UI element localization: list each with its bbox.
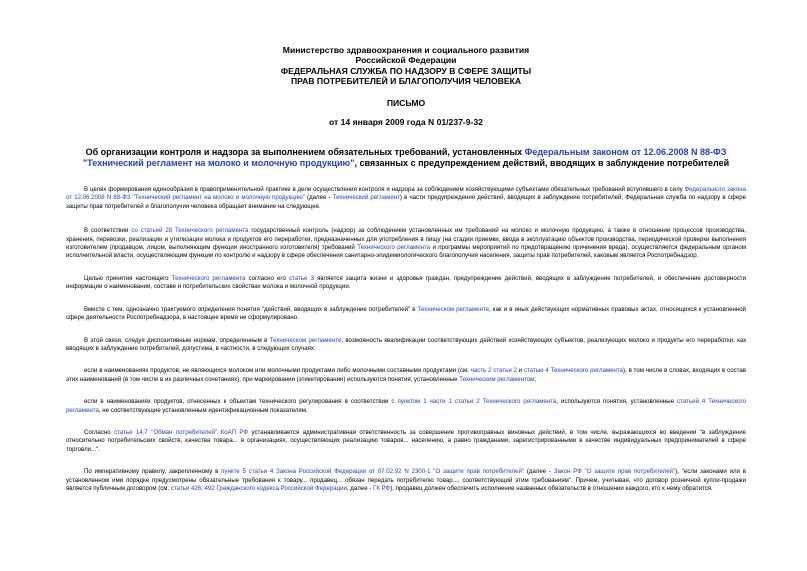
paragraph-2: В соответствии со статьей 28 Технического регламента государственный контроль (надзор) за соблюдением установленных им требований на молоко и молочную продукцию, а также в отношении процессов производства, хранения, перевозки, реализации и утилизации молока и продуктов его переработки, предназначенных для употребления в пищу (на стадии приемки, ввода в эксплуатацию объектов производства, периодической проверки выполнения изготовителем (продавцом, лицом, выполняющим функции иностранного изготовителя) требований Технического регламента и программы мероприятий по предотвращению причинения вреда), осуществляется федеральным органом исполнительной власти, осуществляющим функции по контролю и надзору в сфере обеспечения санитарно-эпидемиологического благополучия населения, защиты прав потребителей, каковым является Роспотребнадзор.	[66, 227, 746, 260]
paragraph-6: если в наименованиях продуктов, не являющихся молоком или молочными продуктами либо молочными составными продуктами (см. часть 2 статьи 2 и статью 4 Технического регламента), в том числе в словах, входящих в состав этих наименований (в том числе в их различных сочетаниях), при маркировании (этикетировании) используются понятия, установленные Техническим регламентом;	[66, 367, 747, 383]
link-tech-regulation[interactable]: Техническом регламенте	[269, 336, 342, 344]
ministry-country: Российской Федерации	[355, 55, 457, 66]
link-article-28[interactable]: со статьей 28 Технического регламента	[131, 227, 249, 235]
paragraph-1: В целях формирования единообразия в правоприменительной практике в деле осуществления контроля и надзора за соблюдением хозяйствующими субъектами обязательных требований вступившего в силу Федерального закона от 12.06.2008 N 88-ФЗ "Технический регламент на молоко и молочную продукцию" (далее - Технический регламент) в части предупреждения действий, вводящих в заблуждение потребителей, Федеральная служба по надзору в сфере защиты прав потребителей и благополучия человека обращает внимание на следующее.	[66, 186, 747, 210]
service-name-line2: ПРАВ ПОТРЕБИТЕЛЕЙ И БЛАГОПОЛУЧИЯ ЧЕЛОВЕКА	[290, 76, 522, 87]
link-tech-regulation[interactable]: Техническом регламенте	[417, 305, 490, 313]
link-point-1-part-1-article-2[interactable]: с пунктом 1 части 1 статьи 2 Технического регламента	[391, 398, 557, 406]
paragraph-7: если в наименованиях продуктов, отнесенных к объектам технического регулирования в соответствии с пунктом 1 части 1 статьи 2 Технического регламента, используются понятия, установленные статьей 4 Технического регламента, не соответствующие установленным идентификационным показателям.	[66, 398, 746, 414]
link-article-4[interactable]: статью 4 Технического регламента	[524, 367, 624, 375]
title-law-link[interactable]: Федеральным законом от 12.06.2008 N 88-ФЗ "Технический регламент на молоко и молочную продукцию"	[82, 147, 727, 169]
paragraph-5: В этой связи, следуя диспозитивным нормам, определенным в Техническом регламенте, возможность квалификации соответствующих действий хозяйствующих субъектов, реализующих молоко и продукты его переработки, как вводящих в заблуждение потребителей, допустима, в частности, в следующих случаях:	[66, 336, 746, 352]
link-tech-regulation[interactable]: Технического регламента	[357, 244, 431, 252]
link-civil-code[interactable]: ГК РФ	[373, 484, 391, 492]
paragraph-4: Вместе с тем, однозначно трактуемого определения понятия "действий, вводящих в заблуждение потребителей" в Техническом регламенте, как и в иных действующих нормативных правовых актах, относящихся к установленной сфере деятельности Роспотребнадзора, в настоящее время не сформулировано.	[66, 305, 747, 322]
ministry-name: Министерство здравоохранения и социального развития	[282, 45, 530, 55]
link-article-3[interactable]: статье 3	[289, 274, 314, 282]
link-consumer-law-point-5[interactable]: пункте 5 статьи 4 Закона Российской Федерации от 07.02.92 N 2300-1 "О защите прав потребителей"	[221, 468, 525, 476]
link-part-2-article-2[interactable]: часть 2 статьи 2	[470, 367, 517, 375]
document-type: ПИСЬМО	[386, 97, 426, 108]
link-consumer-law[interactable]: Закон РФ "О защите прав потребителей"	[553, 468, 676, 476]
link-tech-regulation[interactable]: Технический регламент	[332, 194, 400, 202]
link-tech-regulation[interactable]: Технического регламента	[171, 274, 246, 282]
document-date: от 14 января 2009 года N 01/237-9-32	[329, 117, 483, 128]
service-name-line1: ФЕДЕРАЛЬНАЯ СЛУЖБА ПО НАДЗОРУ В СФЕРЕ ЗАЩИТЫ	[280, 65, 532, 76]
document-header	[66, 0, 746, 127]
document-title: Об организации контроля и надзора за выполнением обязательных требований, установленных Федеральным законом от 12.06.2008 N 88-ФЗ "Технический регламент на молоко и молочную продукцию", связанных с предупреждением действий, вводящих в заблуждение потребителей	[82, 147, 730, 169]
paragraph-3: Целью принятия настоящего Технического регламента согласно его статье 3 является защита жизни и здоровья граждан, предупреждение действий, вводящих в заблуждение потребителей, и обеспечение достоверности информации о наименовании, составе и потребительских свойствах молока и молочной продукции.	[66, 274, 746, 291]
link-tech-regulation[interactable]: Техническим регламентом	[459, 375, 535, 383]
link-article-4[interactable]: статьей 4 Технического регламента	[66, 398, 746, 414]
link-civil-code-articles[interactable]: статьи 426, 492 Гражданского кодекса Российской Федерации	[170, 484, 347, 492]
link-koap-article-14-7[interactable]: статье 14.7 "Обман потребителей" КоАП РФ	[114, 428, 249, 436]
paragraph-9: По императивному правилу, закрепленному в пункте 5 статьи 4 Закона Российской Федерации от 07.02.92 N 2300-1 "О защите прав потребителей" (далее - Закон РФ "О защите прав потребителей"), "если законами или в установленном ими порядке предусмотрены обязательные требования к товару... продавец... обязан передать потребителю товар..., соответствующий этим требованиям". Причем, учитывая, что договор розничной купли-продажи является публичным договором (см. статьи 426, 492 Гражданского кодекса Российской Федерации, далее - ГК РФ), продавец должен обеспечить исполнение названных обязательств в отношении каждого, кто к нему обратится.	[66, 468, 746, 492]
paragraph-8: Согласно статье 14.7 "Обман потребителей" КоАП РФ устанавливается административная ответственность за совершение противоправных виновных действий, в том числе, выражающихся во введении "в заблуждение относительно потребительских свойств, качества товара... в организациях, осуществляющих реализацию товаров... населению, а равно гражданами, зарегистрированными в качестве индивидуальных предпринимателей в сфере торговли...".	[66, 428, 746, 453]
link-federal-law[interactable]: Федерального закона от 12.06.2008 N 88-ФЗ "Технический регламент на молоко и молочную продукцию"	[66, 186, 747, 202]
